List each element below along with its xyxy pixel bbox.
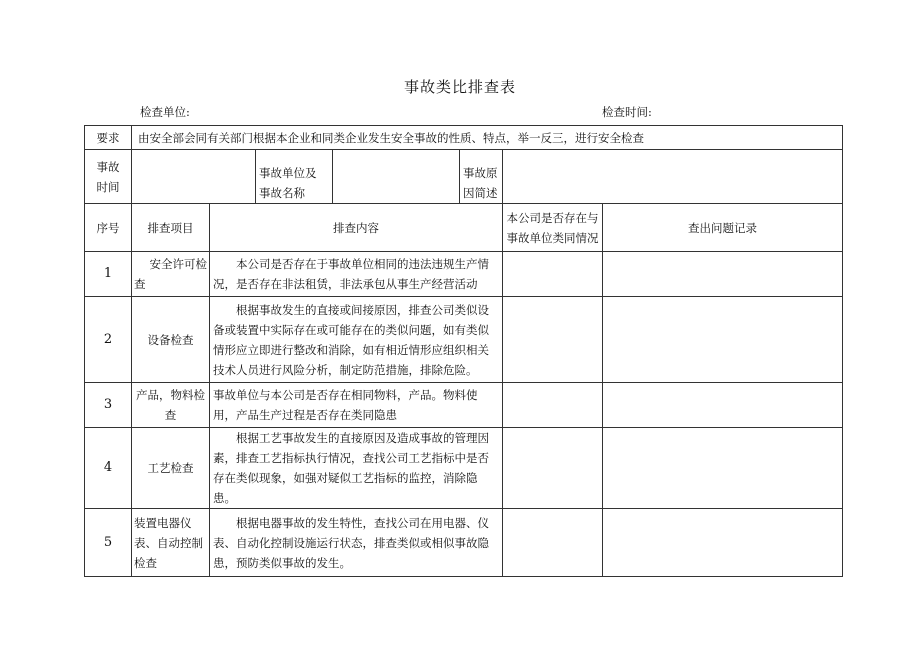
col-header-seq: 序号 xyxy=(85,204,132,252)
row-record-cell[interactable] xyxy=(603,297,843,383)
row-record-cell[interactable] xyxy=(603,509,843,577)
row-content: 根据电器事故的发生特性，查找公司在用电器、仪表、自动化控制设施运行状态，排查类似或相似事故隐患，预防类似事故的发生。 xyxy=(210,509,503,577)
column-header-row xyxy=(85,204,843,252)
row-exists-cell[interactable] xyxy=(503,383,603,428)
col-header-item: 排查项目 xyxy=(132,204,210,252)
requirement-row xyxy=(85,126,843,150)
row-item: 装置电器仪 表、自动控制 检查 xyxy=(132,509,210,577)
col-header-record: 查出问题记录 xyxy=(603,204,843,252)
accident-unit-label: 事故单位及 事故名称 xyxy=(256,150,333,204)
row-exists-cell[interactable] xyxy=(503,509,603,577)
col-header-exists: 本公司是否存在与 事故单位类同情况 xyxy=(503,204,603,252)
row-item: 产品，物料检 查 xyxy=(132,383,210,428)
row-seq: 3 xyxy=(85,383,132,428)
row-record-cell[interactable] xyxy=(603,252,843,297)
accident-info-row xyxy=(85,150,843,204)
row-seq: 5 xyxy=(85,509,132,577)
row-exists-cell[interactable] xyxy=(503,252,603,297)
table-row xyxy=(85,509,843,577)
requirement-label: 要求 xyxy=(85,126,132,150)
table-row xyxy=(85,383,843,428)
row-record-cell[interactable] xyxy=(603,383,843,428)
accident-time-value[interactable] xyxy=(132,150,256,204)
accident-cause-value[interactable] xyxy=(503,150,843,204)
inspection-table xyxy=(84,125,843,577)
row-item: 工艺检查 xyxy=(132,428,210,509)
accident-unit-value[interactable] xyxy=(333,150,460,204)
accident-cause-label: 事故原 因简述 xyxy=(460,150,503,204)
row-seq: 1 xyxy=(85,252,132,297)
row-exists-cell[interactable] xyxy=(503,428,603,509)
col-header-content: 排查内容 xyxy=(210,204,503,252)
row-item: 设备检查 xyxy=(132,297,210,383)
table-row xyxy=(85,297,843,383)
table-row xyxy=(85,428,843,509)
inspect-time-label: 检查时间: xyxy=(602,105,652,119)
row-seq: 2 xyxy=(85,297,132,383)
accident-time-label: 事故 时间 xyxy=(85,150,132,204)
page-title: 事故类比排查表 xyxy=(403,78,516,96)
row-item: 安全许可检 查 xyxy=(132,252,210,297)
row-content: 根据事故发生的直接或间接原因，排查公司类似设备或装置中实际存在或可能存在的类似问题，如有类似情形应立即进行整改和消除，如有相近情形应组织相关技术人员进行风险分析，制定防范措施，排除危险。 xyxy=(210,297,503,383)
row-seq: 4 xyxy=(85,428,132,509)
row-content: 本公司是否存在于事故单位相同的违法违规生产情况，是否存在非法租赁，非法承包从事生产经营活动 xyxy=(210,252,503,297)
table-row xyxy=(85,252,843,297)
row-exists-cell[interactable] xyxy=(503,297,603,383)
row-content: 根据工艺事故发生的直接原因及造成事故的管理因素，排查工艺指标执行情况，查找公司工艺指标中是否存在类似现象，如强对疑似工艺指标的监控，消除隐患。 xyxy=(210,428,503,509)
inspect-unit-label: 检查单位: xyxy=(140,105,190,119)
row-content: 事故单位与本公司是否存在相同物料，产品。物料使用，产品生产过程是否存在类同隐患 xyxy=(210,383,503,428)
row-record-cell[interactable] xyxy=(603,428,843,509)
requirement-text: 由安全部会同有关部门根据本企业和同类企业发生安全事故的性质、特点，举一反三，进行安全检查 xyxy=(132,126,843,150)
